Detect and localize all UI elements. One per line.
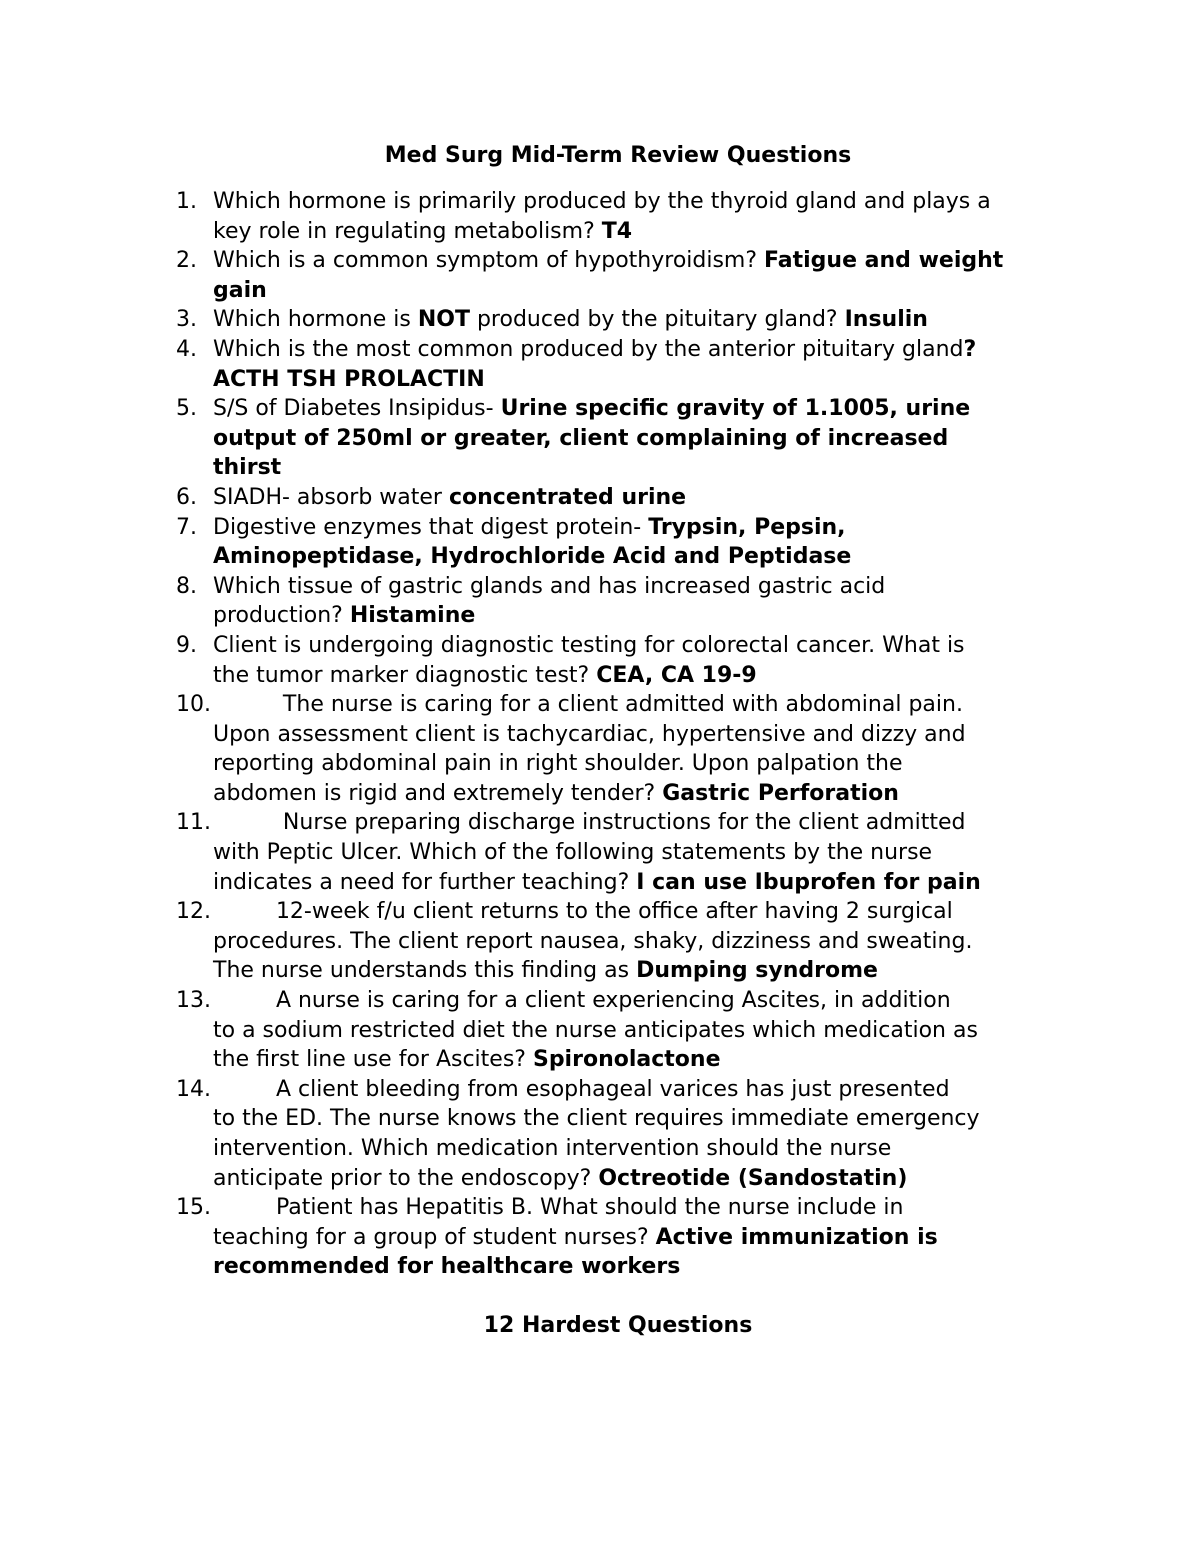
item-number: 2. (176, 248, 197, 274)
item-line (213, 601, 1063, 631)
item-line (213, 572, 1063, 602)
item-line (213, 1252, 1063, 1282)
list-item (0, 335, 1063, 394)
question-text: the first line use for Ascites? (213, 1047, 533, 1073)
item-line (213, 1016, 1063, 1046)
item-line (213, 513, 1063, 543)
list-item (0, 690, 1063, 808)
item-line (213, 868, 1063, 898)
item-number: 14. (176, 1076, 211, 1102)
question-text: Patient has Hepatitis B. What should the nurse include in (213, 1195, 904, 1221)
answer-text: ? (963, 336, 977, 362)
item-line (213, 1134, 1063, 1164)
item-number: 10. (176, 692, 211, 718)
answer-text: Active immunization is (655, 1224, 938, 1250)
list-item (0, 572, 1063, 631)
list-item (0, 631, 1063, 690)
answer-text: gain (213, 277, 267, 303)
list-item (0, 513, 1063, 572)
answer-text: T4 (601, 218, 633, 244)
list-item (0, 1193, 1063, 1282)
question-text: Upon assessment client is tachycardiac, hypertensive and dizzy and (213, 721, 966, 747)
question-text: the tumor marker diagnostic test? (213, 662, 597, 688)
answer-text: ACTH TSH PROLACTIN (213, 366, 485, 392)
item-line (213, 690, 1063, 720)
item-line (213, 453, 1063, 483)
answer-text: Spironolactone (532, 1047, 721, 1073)
item-number: 13. (176, 988, 211, 1014)
question-text: The nurse is caring for a client admitted with abdominal pain. (213, 692, 963, 718)
answer-text: Octreotide (Sandostatin) (598, 1165, 908, 1191)
answer-text: recommended for healthcare workers (213, 1254, 681, 1280)
item-line (213, 276, 1063, 306)
question-text: to a sodium restricted diet the nurse anticipates which medication as (213, 1017, 978, 1043)
item-number: 3. (176, 307, 197, 333)
question-text: S/S of Diabetes Insipidus- (213, 396, 501, 422)
answer-text: Urine specific gravity of 1.1005, urine (500, 396, 971, 422)
list-item (0, 986, 1063, 1075)
item-line (213, 1045, 1063, 1075)
list-item (0, 394, 1063, 483)
item-number: 12. (176, 899, 211, 925)
question-text: Which hormone is primarily produced by the thyroid gland and plays a (213, 189, 991, 214)
item-number: 5. (176, 396, 197, 422)
question-text: key role in regulating metabolism? (213, 218, 602, 244)
section-heading: 12 Hardest Questions (483, 1313, 753, 1338)
question-text: A client bleeding from esophageal varices has just presented (213, 1076, 950, 1102)
question-text: anticipate prior to the endoscopy? (213, 1165, 599, 1191)
answer-text: thirst (213, 455, 282, 481)
item-line (213, 365, 1063, 395)
item-line (213, 986, 1063, 1016)
list-item (0, 305, 1063, 335)
answer-text: output of 250ml or greater, client complaining of increased (213, 425, 949, 451)
question-text: Digestive enzymes that digest protein- (213, 514, 649, 540)
question-text: Which is a common symptom of hypothyroidism? (213, 248, 765, 274)
question-list (0, 187, 1200, 1282)
answer-text: Histamine (349, 603, 476, 629)
item-line (213, 217, 1063, 247)
answer-text: concentrated urine (448, 484, 687, 510)
answer-text: Insulin (844, 307, 928, 333)
item-number: 7. (176, 514, 197, 540)
item-line (213, 779, 1063, 809)
question-text: teaching for a group of student nurses? (213, 1224, 656, 1250)
document-title: Med Surg Mid-Term Review Questions (384, 143, 852, 168)
question-text: SIADH- absorb water (213, 484, 449, 510)
answer-text: I can use Ibuprofen for pain (636, 869, 981, 895)
list-item (0, 483, 1063, 513)
list-item (0, 187, 1063, 246)
item-line (213, 394, 1063, 424)
answer-text: CEA, CA 19-9 (596, 662, 757, 688)
item-line (213, 1193, 1063, 1223)
question-text: Nurse preparing discharge instructions for the client admitted (213, 810, 966, 836)
item-line (213, 631, 1063, 661)
question-text: reporting abdominal pain in right shoulder. Upon palpation the (213, 751, 903, 777)
item-line (213, 720, 1063, 750)
item-number: 9. (176, 632, 197, 658)
item-number: 1. (176, 189, 197, 214)
item-number: 15. (176, 1195, 211, 1221)
item-line (213, 424, 1063, 454)
item-line (213, 838, 1063, 868)
item-line (213, 897, 1063, 927)
item-line (213, 927, 1063, 957)
question-text: to the ED. The nurse knows the client requires immediate emergency (213, 1106, 980, 1132)
item-line (213, 1223, 1063, 1253)
item-line (213, 661, 1063, 691)
item-line (213, 749, 1063, 779)
question-text: Which is the most common produced by the anterior pituitary gland (213, 336, 964, 362)
question-text: abdomen is rigid and extremely tender? (213, 780, 663, 806)
question-text: Client is undergoing diagnostic testing for colorectal cancer. What is (213, 632, 965, 658)
item-number: 11. (176, 810, 211, 836)
list-item (0, 808, 1063, 897)
question-text: indicates a need for further teaching? (213, 869, 637, 895)
answer-text: Trypsin, Pepsin, (648, 514, 846, 540)
item-number: 8. (176, 573, 197, 599)
answer-text: NOT (417, 307, 470, 333)
question-text: A nurse is caring for a client experiencing Ascites, in addition (213, 988, 951, 1014)
answer-text: Gastric Perforation (662, 780, 899, 806)
question-text: procedures. The client report nausea, shaky, dizziness and sweating. (213, 928, 973, 954)
question-text: 12-week f/u client returns to the office after having 2 surgical (213, 899, 953, 925)
list-item (0, 246, 1063, 305)
answer-text: Aminopeptidase, Hydrochloride Acid and Peptidase (213, 544, 852, 570)
list-item (0, 897, 1063, 986)
item-line (213, 1104, 1063, 1134)
item-number: 4. (176, 336, 197, 362)
item-number: 6. (176, 484, 197, 510)
question-text: with Peptic Ulcer. Which of the following statements by the nurse (213, 840, 933, 866)
item-line (213, 542, 1063, 572)
answer-text: Fatigue and weight (764, 248, 1004, 274)
item-line (213, 956, 1063, 986)
question-text: Which tissue of gastric glands and has increased gastric acid (213, 573, 886, 599)
list-item (0, 1075, 1063, 1193)
question-text: The nurse understands this finding as (213, 958, 637, 984)
item-line (213, 483, 1063, 513)
item-line (213, 187, 1063, 217)
item-line (213, 808, 1063, 838)
item-line (213, 305, 1063, 335)
question-text: intervention. Which medication intervention should the nurse (213, 1136, 892, 1161)
answer-text: Dumping syndrome (636, 958, 878, 984)
question-text: produced by the pituitary gland? (469, 307, 845, 333)
question-text: Which hormone is (213, 307, 418, 333)
item-line (213, 1075, 1063, 1105)
item-line (213, 335, 1063, 365)
item-line (213, 246, 1063, 276)
question-text: production? (213, 603, 350, 629)
item-line (213, 1164, 1063, 1194)
